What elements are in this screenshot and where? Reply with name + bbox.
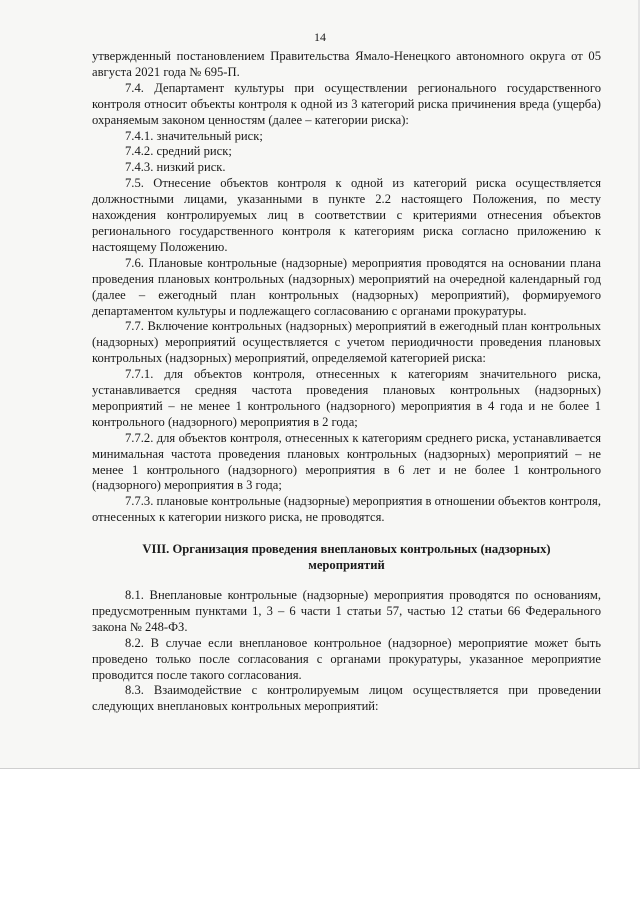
paragraph: 8.1. Внеплановые контрольные (надзорные) мероприятия проводятся по основаниям, предусмотренным пунктами 1, 3 – 6 части 1 статьи 57, частью 12 статьи 66 Федерального закона № 248-ФЗ. [92,588,601,634]
section-heading: VIII. Организация проведения внеплановых контрольных (надзорных) мероприятий [142,542,551,573]
paragraph: утвержденный постановлением Правительства Ямало-Ненецкого автономного округа от 05 августа 2021 года № 695-П. [92,49,601,79]
paragraph: 8.2. В случае если внеплановое контрольное (надзорное) мероприятие может быть проведено только после согласования с органами прокуратуры, указанное мероприятие проводится после такого согласования. [92,635,601,682]
paragraph: 8.3. Взаимодействие с контролируемым лицом осуществляется при проведении следующих внеплановых контрольных мероприятий: [92,683,601,714]
paragraph: 7.7. Включение контрольных (надзорных) мероприятий в ежегодный план контрольных (надзорных) мероприятий осуществляется с учетом периодичности проведения плановых контрольных (надзорных) мероприятий, определяемой категорией риска: [92,319,601,366]
paragraph: 7.7.2. для объектов контроля, отнесенных к категориям среднего риска, устанавливается минимальная частота проведения плановых контрольных (надзорных) мероприятий – не менее 1 контрольного (надзорного) мероприятия в 6 лет и не более 1 контрольного (надзорного) мероприятия в 3 года; [92,430,601,493]
paragraph: 7.4.2. средний риск; [125,144,232,159]
page-number: 14 [314,30,326,44]
paragraph: 7.7.3. плановые контрольные (надзорные) мероприятия в отношении объектов контроля, отнесенных к категории низкого риска, не проводятся. [92,494,601,525]
paragraph: 7.4.3. низкий риск. [125,160,226,175]
document-body [92,49,601,715]
paragraphs-before [92,49,601,526]
paragraph: 7.5. Отнесение объектов контроля к одной из категорий риска осуществляется должностными лицами, указанными в пункте 2.2 настоящего Положения, по месту нахождения контролируемых лиц в соответствии с критериями отнесения объектов регионального государственного контроля к категориям риска согласно приложению к настоящему Положению. [92,176,601,254]
paragraph: 7.4. Департамент культуры при осуществлении регионального государственного контроля относит объекты контроля к одной из 3 категорий риска причинения вреда (ущерба) охраняемым законом ценностям (далее – категории риска): [92,80,601,127]
paragraph: 7.4.1. значительный риск; [125,128,263,143]
paragraph: 7.6. Плановые контрольные (надзорные) мероприятия проводятся на основании плана проведения плановых контрольных (надзорных) мероприятий на очередной календарный год (далее – ежегодный план контрольных (надзорных) мероприятий), формируемого департаментом культуры и подлежащего согласованию с органами прокуратуры. [92,255,601,318]
paragraphs-after [92,588,601,715]
paragraph: 7.7.1. для объектов контроля, отнесенных к категориям значительного риска, устанавливается средняя частота проведения плановых контрольных (надзорных) мероприятий – не менее 1 контрольного (надзорного) мероприятия в 4 года и не более 1 контрольного (надзорного) мероприятия в 2 года; [92,367,601,429]
